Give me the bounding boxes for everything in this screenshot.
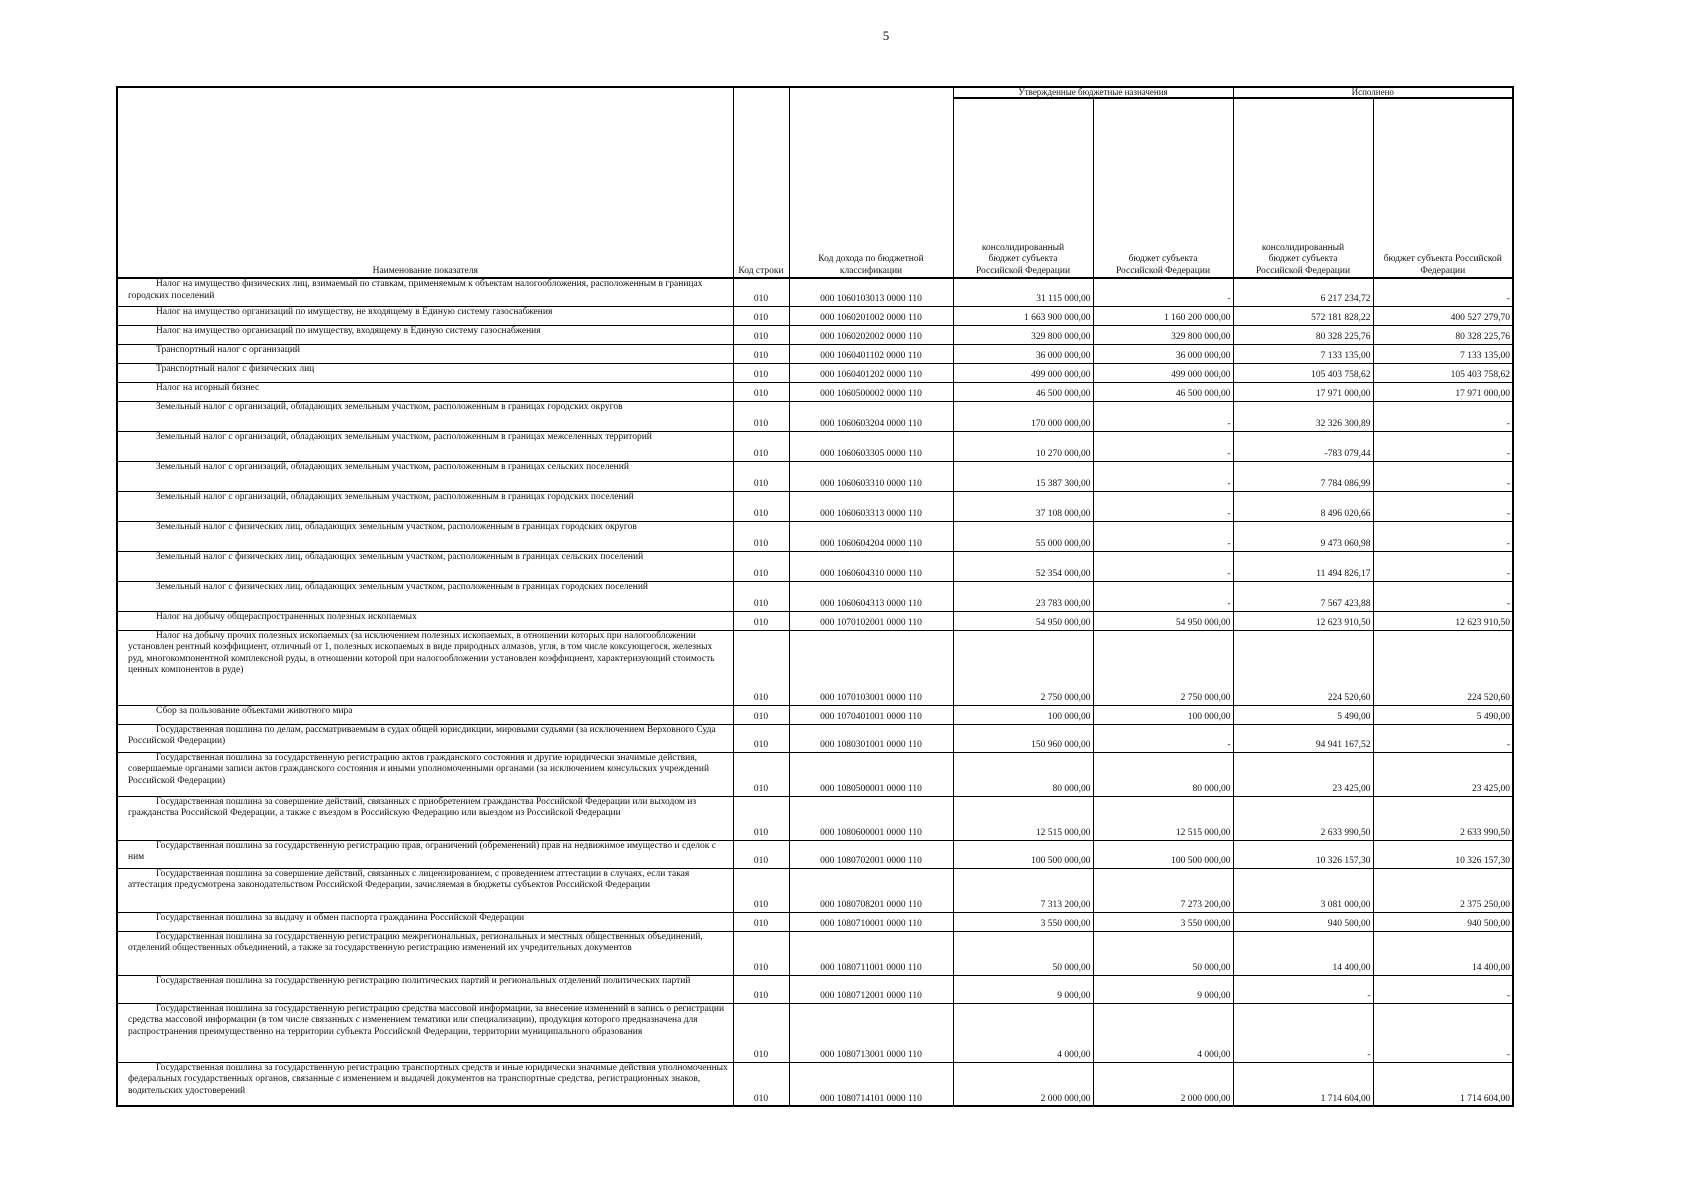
row-line-code: 010 xyxy=(733,1003,789,1062)
row-approved-subject: - xyxy=(1093,551,1233,581)
row-approved-consolidated: 9 000,00 xyxy=(953,975,1093,1003)
table-row xyxy=(117,705,1513,724)
row-executed-subject: 400 527 279,70 xyxy=(1373,306,1513,325)
row-approved-consolidated: 329 800 000,00 xyxy=(953,325,1093,344)
row-executed-consolidated: 3 081 000,00 xyxy=(1233,868,1373,912)
header-line-code: Код строки xyxy=(733,87,789,278)
row-approved-subject: 12 515 000,00 xyxy=(1093,796,1233,840)
row-line-code: 010 xyxy=(733,1062,789,1106)
page-number: 5 xyxy=(882,28,890,43)
table-row xyxy=(117,306,1513,325)
row-kbk: 000 1080712001 0000 110 xyxy=(789,975,953,1003)
row-kbk: 000 1070401001 0000 110 xyxy=(789,705,953,724)
row-approved-consolidated: 50 000,00 xyxy=(953,931,1093,975)
row-approved-subject: 7 273 200,00 xyxy=(1093,868,1233,912)
row-name: Сбор за пользование объектами животного мира xyxy=(117,705,733,724)
row-kbk: 000 1080710001 0000 110 xyxy=(789,912,953,931)
row-executed-consolidated: 7 133 135,00 xyxy=(1233,344,1373,363)
table-row xyxy=(117,724,1513,752)
row-executed-consolidated: 12 623 910,50 xyxy=(1233,611,1373,630)
row-approved-consolidated: 10 270 000,00 xyxy=(953,431,1093,461)
row-name: Земельный налог с физических лиц, обладающих земельным участком, расположенным в границах городских поселений xyxy=(117,581,733,611)
table-row xyxy=(117,1003,1513,1062)
table-row xyxy=(117,796,1513,840)
table-row xyxy=(117,491,1513,521)
row-approved-consolidated: 170 000 000,00 xyxy=(953,401,1093,431)
row-executed-subject: - xyxy=(1373,278,1513,306)
row-approved-subject: 1 160 200 000,00 xyxy=(1093,306,1233,325)
header-approved-consolidated: консолидированный бюджет субъекта Российской Федерации xyxy=(953,98,1093,278)
row-executed-consolidated: 9 473 060,98 xyxy=(1233,521,1373,551)
row-kbk: 000 1080708201 0000 110 xyxy=(789,868,953,912)
row-executed-consolidated: - xyxy=(1233,1003,1373,1062)
row-executed-subject: 17 971 000,00 xyxy=(1373,382,1513,401)
row-executed-subject: 224 520,60 xyxy=(1373,630,1513,705)
row-executed-subject: 7 133 135,00 xyxy=(1373,344,1513,363)
row-executed-consolidated: 94 941 167,52 xyxy=(1233,724,1373,752)
row-approved-consolidated: 7 313 200,00 xyxy=(953,868,1093,912)
row-approved-consolidated: 499 000 000,00 xyxy=(953,363,1093,382)
row-kbk: 000 1060604310 0000 110 xyxy=(789,551,953,581)
row-approved-consolidated: 4 000,00 xyxy=(953,1003,1093,1062)
table-row xyxy=(117,752,1513,796)
row-line-code: 010 xyxy=(733,461,789,491)
row-approved-subject: 100 000,00 xyxy=(1093,705,1233,724)
table-row xyxy=(117,278,1513,306)
row-name: Земельный налог с организаций, обладающих земельным участком, расположенным в границах межселенных территорий xyxy=(117,431,733,461)
row-approved-subject: - xyxy=(1093,278,1233,306)
header-executed-consolidated: консолидированный бюджет субъекта Российской Федерации xyxy=(1233,98,1373,278)
row-executed-subject: 23 425,00 xyxy=(1373,752,1513,796)
row-executed-consolidated: 7 784 086,99 xyxy=(1233,461,1373,491)
row-kbk: 000 1060103013 0000 110 xyxy=(789,278,953,306)
row-approved-consolidated: 46 500 000,00 xyxy=(953,382,1093,401)
row-kbk: 000 1060401202 0000 110 xyxy=(789,363,953,382)
row-approved-subject: 46 500 000,00 xyxy=(1093,382,1233,401)
table-row xyxy=(117,344,1513,363)
row-approved-consolidated: 36 000 000,00 xyxy=(953,344,1093,363)
row-kbk: 000 1080500001 0000 110 xyxy=(789,752,953,796)
row-executed-subject: - xyxy=(1373,551,1513,581)
row-name: Земельный налог с физических лиц, обладающих земельным участком, расположенным в границах городских округов xyxy=(117,521,733,551)
row-approved-consolidated: 15 387 300,00 xyxy=(953,461,1093,491)
table-body xyxy=(117,278,1513,1106)
row-approved-consolidated: 2 000 000,00 xyxy=(953,1062,1093,1106)
row-name: Земельный налог с организаций, обладающих земельным участком, расположенным в границах сельских поселений xyxy=(117,461,733,491)
row-line-code: 010 xyxy=(733,363,789,382)
row-line-code: 010 xyxy=(733,705,789,724)
row-executed-subject: - xyxy=(1373,431,1513,461)
row-name: Транспортный налог с организаций xyxy=(117,344,733,363)
table-row xyxy=(117,325,1513,344)
row-executed-consolidated: 6 217 234,72 xyxy=(1233,278,1373,306)
row-name: Налог на имущество организаций по имуществу, не входящему в Единую систему газоснабжения xyxy=(117,306,733,325)
row-line-code: 010 xyxy=(733,724,789,752)
row-approved-subject: - xyxy=(1093,724,1233,752)
row-kbk: 000 1060603305 0000 110 xyxy=(789,431,953,461)
row-kbk: 000 1080301001 0000 110 xyxy=(789,724,953,752)
row-approved-subject: 9 000,00 xyxy=(1093,975,1233,1003)
row-line-code: 010 xyxy=(733,868,789,912)
row-name: Земельный налог с организаций, обладающих земельным участком, расположенным в границах городских поселений xyxy=(117,491,733,521)
report-table xyxy=(116,86,1514,1107)
row-kbk: 000 1060401102 0000 110 xyxy=(789,344,953,363)
row-approved-subject: 4 000,00 xyxy=(1093,1003,1233,1062)
header-executed: Исполнено xyxy=(1233,87,1513,98)
row-name: Земельный налог с физических лиц, обладающих земельным участком, расположенным в границах сельских поселений xyxy=(117,551,733,581)
row-kbk: 000 1060603313 0000 110 xyxy=(789,491,953,521)
row-approved-subject: - xyxy=(1093,401,1233,431)
row-approved-subject: 2 000 000,00 xyxy=(1093,1062,1233,1106)
row-line-code: 010 xyxy=(733,344,789,363)
row-name: Налог на имущество физических лиц, взимаемый по ставкам, применяемым к объектам налогообложения, расположенным в границах городских поселений xyxy=(117,278,733,306)
row-line-code: 010 xyxy=(733,611,789,630)
row-line-code: 010 xyxy=(733,521,789,551)
row-approved-consolidated: 80 000,00 xyxy=(953,752,1093,796)
row-kbk: 000 1070102001 0000 110 xyxy=(789,611,953,630)
row-executed-consolidated: 940 500,00 xyxy=(1233,912,1373,931)
table-row xyxy=(117,630,1513,705)
row-approved-subject: - xyxy=(1093,521,1233,551)
row-executed-consolidated: 23 425,00 xyxy=(1233,752,1373,796)
row-executed-subject: - xyxy=(1373,581,1513,611)
row-kbk: 000 1060604313 0000 110 xyxy=(789,581,953,611)
row-approved-consolidated: 2 750 000,00 xyxy=(953,630,1093,705)
row-executed-consolidated: 2 633 990,50 xyxy=(1233,796,1373,840)
row-kbk: 000 1080711001 0000 110 xyxy=(789,931,953,975)
row-name: Государственная пошлина за государственную регистрацию актов гражданского состояния и другие юридически значимые действия, совершаемые органами записи актов гражданского состояния и иными уполномоченными органами (за исключением консульских учреждений Российской Федерации) xyxy=(117,752,733,796)
row-approved-consolidated: 1 663 900 000,00 xyxy=(953,306,1093,325)
row-approved-consolidated: 23 783 000,00 xyxy=(953,581,1093,611)
row-approved-consolidated: 3 550 000,00 xyxy=(953,912,1093,931)
row-approved-consolidated: 100 000,00 xyxy=(953,705,1093,724)
row-kbk: 000 1070103001 0000 110 xyxy=(789,630,953,705)
table-row xyxy=(117,868,1513,912)
row-name: Налог на добычу общераспространенных полезных ископаемых xyxy=(117,611,733,630)
row-approved-subject: 499 000 000,00 xyxy=(1093,363,1233,382)
row-name: Государственная пошлина по делам, рассматриваемым в судах общей юрисдикции, мировыми судьями (за исключением Верховного Суда Российской Федерации) xyxy=(117,724,733,752)
row-name: Государственная пошлина за государственную регистрацию межрегиональных, региональных и местных общественных объединений, отделений общественных объединений, а также за государственную регистрацию изменений их учредительных документов xyxy=(117,931,733,975)
row-name: Налог на имущество организаций по имуществу, входящему в Единую систему газоснабжения xyxy=(117,325,733,344)
row-approved-subject: - xyxy=(1093,491,1233,521)
row-line-code: 010 xyxy=(733,581,789,611)
row-executed-consolidated: 7 567 423,88 xyxy=(1233,581,1373,611)
row-executed-consolidated: 80 328 225,76 xyxy=(1233,325,1373,344)
row-kbk: 000 1060201002 0000 110 xyxy=(789,306,953,325)
row-approved-subject: 50 000,00 xyxy=(1093,931,1233,975)
row-name: Налог на добычу прочих полезных ископаемых (за исключением полезных ископаемых, в отношении которых при налогообложении установлен рентный коэффициент, отличный от 1, полезных ископаемых в виде природных алмазов, угля, в том числе коксующегося, железных руд, многокомпонентной комплексной руды, в отношении которой при налогообложении установлен коэффициент, характеризующий стоимость ценных компонентов в руде) xyxy=(117,630,733,705)
row-approved-subject: 2 750 000,00 xyxy=(1093,630,1233,705)
row-approved-subject: 3 550 000,00 xyxy=(1093,912,1233,931)
row-executed-subject: - xyxy=(1373,491,1513,521)
row-name: Транспортный налог с физических лиц xyxy=(117,363,733,382)
row-approved-subject: - xyxy=(1093,461,1233,491)
row-executed-consolidated: -783 079,44 xyxy=(1233,431,1373,461)
row-approved-subject: 54 950 000,00 xyxy=(1093,611,1233,630)
table-row xyxy=(117,551,1513,581)
row-executed-subject: - xyxy=(1373,461,1513,491)
row-line-code: 010 xyxy=(733,931,789,975)
table-row xyxy=(117,611,1513,630)
table-row xyxy=(117,363,1513,382)
row-kbk: 000 1060202002 0000 110 xyxy=(789,325,953,344)
row-line-code: 010 xyxy=(733,975,789,1003)
row-executed-consolidated: 5 490,00 xyxy=(1233,705,1373,724)
row-kbk: 000 1080713001 0000 110 xyxy=(789,1003,953,1062)
row-name: Государственная пошлина за государственную регистрацию политических партий и региональных отделений политических партий xyxy=(117,975,733,1003)
row-line-code: 010 xyxy=(733,306,789,325)
header-approved: Утвержденные бюджетные назначения xyxy=(953,87,1233,98)
row-executed-consolidated: - xyxy=(1233,975,1373,1003)
row-line-code: 010 xyxy=(733,431,789,461)
table-row xyxy=(117,840,1513,868)
row-approved-subject: 329 800 000,00 xyxy=(1093,325,1233,344)
row-line-code: 010 xyxy=(733,491,789,521)
row-executed-subject: 12 623 910,50 xyxy=(1373,611,1513,630)
row-name: Государственная пошлина за совершение действий, связанных с приобретением гражданства Российской Федерации или выходом из гражданства Российской Федерации, а также с въездом в Российскую Федерацию или выездом из Российской Федерации xyxy=(117,796,733,840)
row-approved-subject: 36 000 000,00 xyxy=(1093,344,1233,363)
row-executed-subject: 105 403 758,62 xyxy=(1373,363,1513,382)
header-approved-subject: бюджет субъекта Российской Федерации xyxy=(1093,98,1233,278)
table-row xyxy=(117,382,1513,401)
row-executed-subject: 10 326 157,30 xyxy=(1373,840,1513,868)
row-kbk: 000 1060604204 0000 110 xyxy=(789,521,953,551)
row-line-code: 010 xyxy=(733,382,789,401)
row-name: Государственная пошлина за государственную регистрацию средства массовой информации, за внесение изменений в запись о регистрации средства массовой информации (в том числе связанных с изменением тематики или специализации), продукция которого предназначена для распространения преимущественно на территории субъекта Российской Федерации, территории муниципального образования xyxy=(117,1003,733,1062)
row-approved-subject: - xyxy=(1093,431,1233,461)
row-approved-consolidated: 31 115 000,00 xyxy=(953,278,1093,306)
row-approved-consolidated: 37 108 000,00 xyxy=(953,491,1093,521)
row-executed-subject: - xyxy=(1373,1003,1513,1062)
table-row xyxy=(117,581,1513,611)
table-row xyxy=(117,975,1513,1003)
table-row xyxy=(117,1062,1513,1106)
row-approved-consolidated: 55 000 000,00 xyxy=(953,521,1093,551)
row-executed-consolidated: 17 971 000,00 xyxy=(1233,382,1373,401)
row-approved-subject: - xyxy=(1093,581,1233,611)
row-name: Налог на игорный бизнес xyxy=(117,382,733,401)
row-executed-consolidated: 14 400,00 xyxy=(1233,931,1373,975)
row-executed-consolidated: 8 496 020,66 xyxy=(1233,491,1373,521)
row-approved-consolidated: 100 500 000,00 xyxy=(953,840,1093,868)
row-line-code: 010 xyxy=(733,551,789,581)
table-row xyxy=(117,912,1513,931)
row-executed-subject: 80 328 225,76 xyxy=(1373,325,1513,344)
row-executed-subject: - xyxy=(1373,724,1513,752)
row-line-code: 010 xyxy=(733,840,789,868)
row-executed-consolidated: 1 714 604,00 xyxy=(1233,1062,1373,1106)
row-kbk: 000 1060500002 0000 110 xyxy=(789,382,953,401)
row-executed-subject: 2 375 250,00 xyxy=(1373,868,1513,912)
row-approved-consolidated: 52 354 000,00 xyxy=(953,551,1093,581)
header-executed-subject: бюджет субъекта Российской Федерации xyxy=(1373,98,1513,278)
row-executed-subject: 940 500,00 xyxy=(1373,912,1513,931)
row-executed-consolidated: 224 520,60 xyxy=(1233,630,1373,705)
row-executed-consolidated: 11 494 826,17 xyxy=(1233,551,1373,581)
row-kbk: 000 1060603204 0000 110 xyxy=(789,401,953,431)
table-row xyxy=(117,931,1513,975)
row-line-code: 010 xyxy=(733,401,789,431)
row-line-code: 010 xyxy=(733,630,789,705)
row-kbk: 000 1080702001 0000 110 xyxy=(789,840,953,868)
row-name: Государственная пошлина за государственную регистрацию транспортных средств и иные юридически значимые действия уполномоченных федеральных государственных органов, связанные с изменением и выдачей документов на транспортные средства, регистрационных знаков, водительских удостоверений xyxy=(117,1062,733,1106)
table-row xyxy=(117,521,1513,551)
row-approved-subject: 100 500 000,00 xyxy=(1093,840,1233,868)
row-kbk: 000 1080600001 0000 110 xyxy=(789,796,953,840)
row-line-code: 010 xyxy=(733,278,789,306)
row-executed-subject: 2 633 990,50 xyxy=(1373,796,1513,840)
row-executed-consolidated: 10 326 157,30 xyxy=(1233,840,1373,868)
row-name: Государственная пошлина за выдачу и обмен паспорта гражданина Российской Федерации xyxy=(117,912,733,931)
row-kbk: 000 1080714101 0000 110 xyxy=(789,1062,953,1106)
table-row xyxy=(117,461,1513,491)
row-line-code: 010 xyxy=(733,912,789,931)
table-row xyxy=(117,401,1513,431)
row-executed-subject: - xyxy=(1373,521,1513,551)
row-executed-consolidated: 572 181 828,22 xyxy=(1233,306,1373,325)
row-executed-subject: 5 490,00 xyxy=(1373,705,1513,724)
row-name: Государственная пошлина за государственную регистрацию прав, ограничений (обременений) прав на недвижимое имущество и сделок с ним xyxy=(117,840,733,868)
row-executed-consolidated: 32 326 300,89 xyxy=(1233,401,1373,431)
header-kbk: Код дохода по бюджетной классификации xyxy=(789,87,953,278)
row-executed-subject: - xyxy=(1373,401,1513,431)
row-executed-consolidated: 105 403 758,62 xyxy=(1233,363,1373,382)
row-kbk: 000 1060603310 0000 110 xyxy=(789,461,953,491)
row-executed-subject: - xyxy=(1373,975,1513,1003)
header-name: Наименование показателя xyxy=(117,87,733,278)
row-approved-subject: 80 000,00 xyxy=(1093,752,1233,796)
row-name: Земельный налог с организаций, обладающих земельным участком, расположенным в границах городских округов xyxy=(117,401,733,431)
row-name: Государственная пошлина за совершение действий, связанных с лицензированием, с проведением аттестации в случаях, если такая аттестация предусмотрена законодательством Российской Федерации, зачисляемая в бюджеты субъектов Российской Федерации xyxy=(117,868,733,912)
row-executed-subject: 14 400,00 xyxy=(1373,931,1513,975)
row-approved-consolidated: 150 960 000,00 xyxy=(953,724,1093,752)
table-row xyxy=(117,431,1513,461)
row-line-code: 010 xyxy=(733,752,789,796)
row-approved-consolidated: 12 515 000,00 xyxy=(953,796,1093,840)
row-line-code: 010 xyxy=(733,796,789,840)
row-line-code: 010 xyxy=(733,325,789,344)
row-approved-consolidated: 54 950 000,00 xyxy=(953,611,1093,630)
row-executed-subject: 1 714 604,00 xyxy=(1373,1062,1513,1106)
